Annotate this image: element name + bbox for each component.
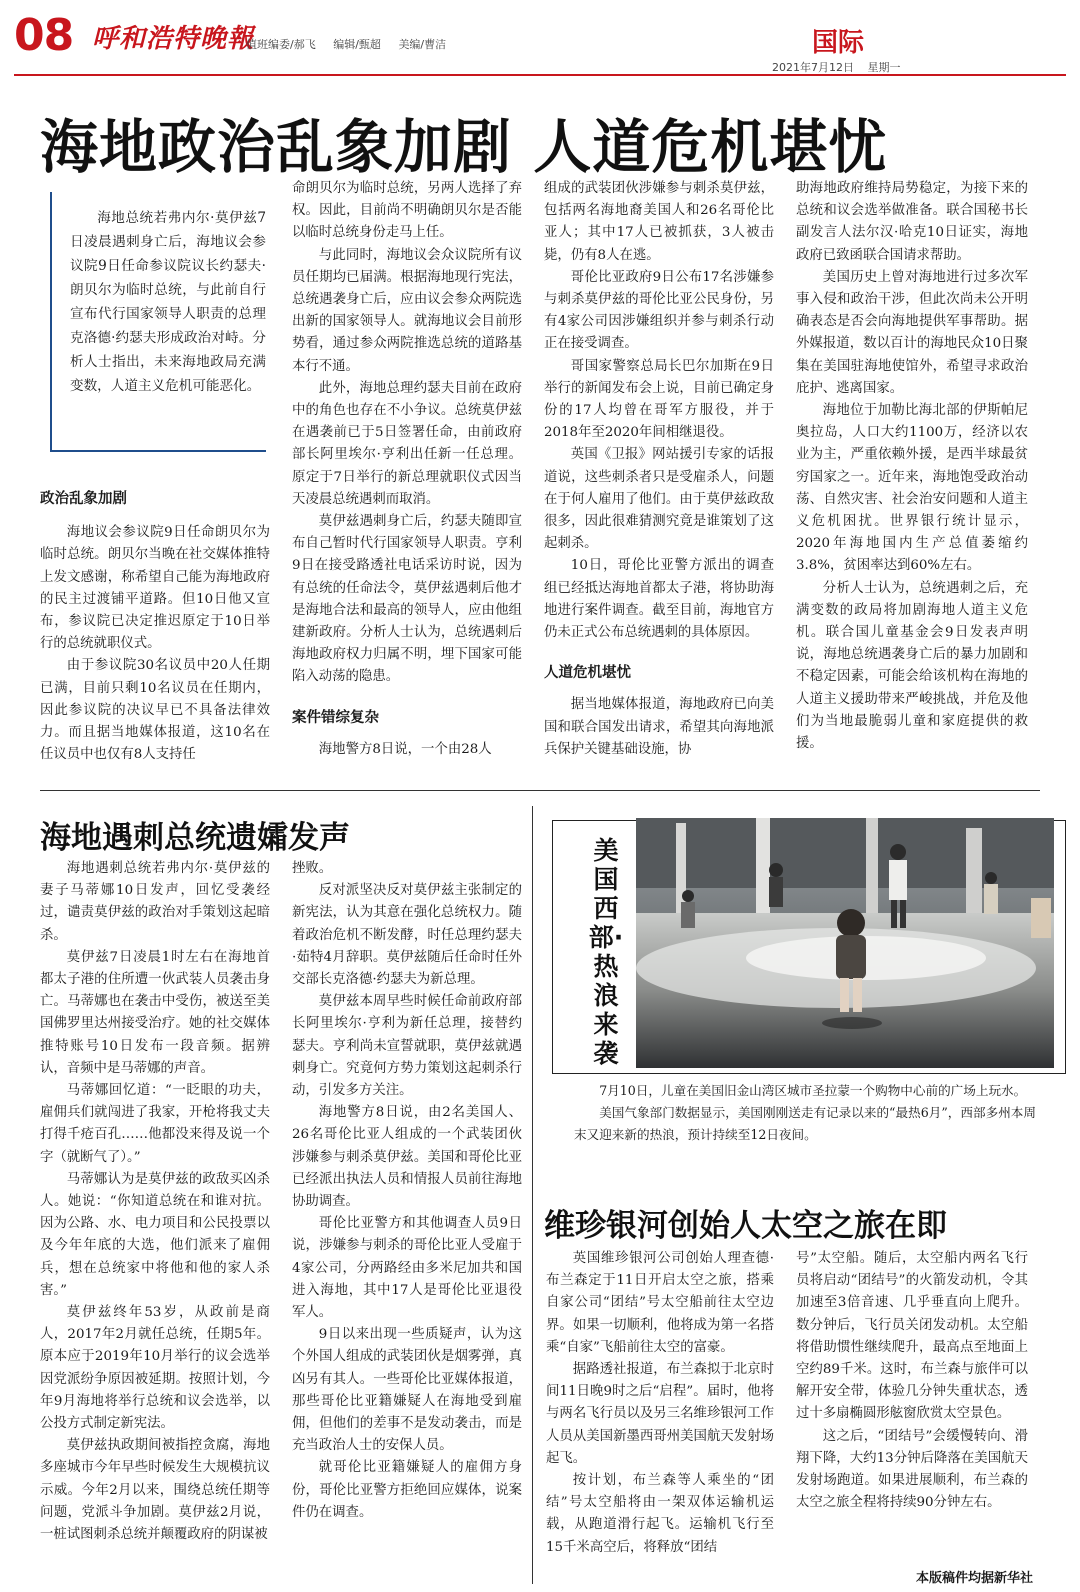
photo-illustration xyxy=(636,818,1054,1068)
paragraph: 10日，哥伦比亚警方派出的调查组已经抵达海地首都太子港，将协助海地进行案件调查。截至目前，海地官方仍未正式公布总统遇刺的具体原因。 xyxy=(544,558,774,641)
paragraph: 命朗贝尔为临时总统，另两人选择了弃权。因此，目前尚不明确朗贝尔是否能以临时总统身份走马上任。 xyxy=(292,181,522,241)
paragraph: 分析人士认为，总统遇刺之后，充满变数的政局将加剧海地人道主义危机。联合国儿童基金会9日发表声明说，海地总统遇袭身亡后的暴力加剧和不稳定因素，可能会给该机构在海地的人道主义援助带来严峻挑战，并危及他们为当地最脆弱儿童和家庭提供的救援。 xyxy=(796,580,1028,752)
section-divider xyxy=(40,790,1040,791)
photo-caption-line1: 7月10日，儿童在美国旧金山湾区城市圣拉蒙一个购物中心前的广场上玩水。 xyxy=(599,1083,1027,1098)
paragraph: 助海地政府维持局势稳定，为接下来的总统和议会选举做准备。联合国秘书长副发言人法尔汉·哈克10日证实，海地政府已致函联合国请求帮助。 xyxy=(796,181,1028,263)
article1-col2 xyxy=(292,178,522,776)
paragraph: 莫伊兹终年53岁，从政前是商人，2017年2月就任总统，任期5年。原本应于2019年10月举行的议会选举因党派纷争原因被延期。按照计划，今年9月海地将举行总统和议会选举，以公投方式制定新宪法。 xyxy=(40,1305,270,1432)
paragraph: 号”太空船。随后，太空船内两名飞行员将启动“团结号”的火箭发动机，令其加速至3倍音速、几乎垂直向上爬升。数分钟后，飞行员关闭发动机。太空船将借助惯性继续爬升，最高点至地面上空约89千米。这时，布兰森与旅伴可以解开安全带，体验几分钟失重状态，透过十多扇椭圆形舷窗欣赏太空景色。 xyxy=(796,1251,1028,1422)
paragraph: 据路透社报道，布兰森拟于北京时间11日晚9时之后“启程”。届时，他将与两名飞行员以及另三名维珍银河工作人员从美国新墨西哥州美国航天发射场起飞。 xyxy=(546,1362,774,1466)
paragraph: 与此同时，海地议会众议院所有议员任期均已届满。根据海地现行宪法，总统遇袭身亡后，应由议会参众两院选出新的国家领导人。就海地议会目前形势看，通过参众两院推选总统的道路基本行不通。 xyxy=(292,247,522,374)
article3-col1 xyxy=(546,1248,774,1560)
paragraph: 海地议会参议院9日任命朗贝尔为临时总统。朗贝尔当晚在社交媒体推特上发文感谢，称希望自己能为海地政府的民主过渡铺平道路。但10日他又宣布，参议院已决定推迟原定于10日举行的总统就职仪式。 xyxy=(40,525,270,652)
paragraph: 这之后，“团结号”会缓慢转向、滑翔下降，大约13分钟后降落在美国航天发射场跑道。如果进展顺利，布兰森的太空之旅全程将持续90分钟左右。 xyxy=(796,1428,1028,1511)
paragraph: 组成的武装团伙涉嫌参与刺杀莫伊兹，包括两名海地裔美国人和26名哥伦比亚人；其中17人已被抓获，3人被击毙，仍有8人在逃。 xyxy=(544,181,774,263)
article1-lead-box xyxy=(50,192,266,452)
paragraph: 莫伊兹执政期间被指控贪腐，海地多座城市今年早些时候发生大规模抗议示威。今年2月以来，围绕总统任期等问题，党派斗争加剧。莫伊兹2月说，一桩试图刺杀总统并颠覆政府的阴谋被 xyxy=(40,1438,270,1543)
paragraph: 马蒂娜认为是莫伊兹的政敌买凶杀人。她说：“你知道总统在和谁对抗。因为公路、水、电力项目和公民投票以及今年年底的大选，他们派来了雇佣兵，想在总统家中将他和他的家人杀害。” xyxy=(40,1171,270,1298)
paragraph: 海地警方8日说，一个由28人 xyxy=(318,741,492,757)
subhead-humanitarian-crisis: 人道危机堪忧 xyxy=(544,665,631,682)
subhead-case-complex: 案件错综复杂 xyxy=(292,709,379,726)
subhead-political-chaos: 政治乱象加剧 xyxy=(40,491,127,507)
paragraph: 据当地媒体报道，海地政府已向美国和联合国发出请求，希望其向海地派兵保护关键基础设施，协 xyxy=(544,697,774,757)
paragraph: 挫败。 xyxy=(292,861,333,876)
photo-caption-line2: 美国气象部门数据显示，美国刚刚送走有记录以来的“最热6月”，西部多州本周末又迎来新的热浪，预计持续至12日夜间。 xyxy=(574,1105,1036,1142)
paragraph: 反对派坚决反对莫伊兹主张制定的新宪法，认为其意在强化总统权力。随着政治危机不断发酵，时任总理约瑟夫·茹特4月辞职。莫伊兹随后任命时任外交部长克洛德·约瑟夫为新总理。 xyxy=(292,883,522,988)
paragraph: 哥伦比亚警方和其他调查人员9日说，涉嫌参与刺杀的哥伦比亚人受雇于4家公司，分两路经由多米尼加共和国进入海地，其中17人是哥伦比亚退役军人。 xyxy=(292,1216,522,1321)
paragraph: 哥伦比亚政府9日公布17名涉嫌参与刺杀莫伊兹的哥伦比亚公民身份，另有4家公司因涉嫌组织并参与刺杀行动正在接受调查。 xyxy=(544,269,774,352)
date: 2021年7月12日 xyxy=(772,61,854,74)
article3-col2 xyxy=(796,1248,1028,1560)
paragraph: 莫伊兹遇刺身亡后，约瑟夫随即宣布自己暂时代行国家领导人职责。亨利9日在接受路透社电话采访时说，因为有总统的任命法令，莫伊兹遇刺后他才是海地合法和最高的领导人，应由他组建新政府。分析人士认为，总统遇刺后海地政府权力归属不明，埋下国家可能陷入动荡的隐患。 xyxy=(292,514,522,685)
paragraph: 英国维珍银河公司创始人理查德·布兰森定于11日开启太空之旅，搭乘自家公司“团结”号太空船前往太空边界。如果一切顺利，他将成为第一名搭乘“自家”飞船前往太空的富豪。 xyxy=(546,1251,774,1355)
paragraph: 莫伊兹7日凌晨1时左右在海地首都太子港的住所遭一伙武装人员袭击身亡。马蒂娜也在袭击中受伤，被送至美国佛罗里达州接受治疗。她的社交媒体推特账号10日发布一段音频。据辨认，音频中是马蒂娜的声音。 xyxy=(40,949,270,1076)
paragraph: 9日以来出现一些质疑声，认为这个外国人组成的武装团伙是烟雾弹，真凶另有其人。一些哥伦比亚媒体报道，那些哥伦比亚籍嫌疑人在海地受到雇佣，但他们的差事不是发动袭击，而是充当政治人士的安保人员。 xyxy=(292,1327,522,1454)
paragraph: 海地位于加勒比海北部的伊斯帕尼奥拉岛，人口大约1100万，经济以农业为主，严重依赖外援，是西半球最贫穷国家之一。近年来，海地饱受政治动荡、自然灾害、社会治安问题和人道主义危机困扰。世界银行统计显示，2020年海地国内生产总值萎缩约3.8%，贫困率达到60%左右。 xyxy=(796,403,1028,574)
paragraph: 马蒂娜回忆道：“一眨眼的功夫，雇佣兵们就闯进了我家，开枪将我丈夫打得千疮百孔……他都没来得及说一个字（就断气了）。” xyxy=(40,1083,270,1165)
section-title: 国际 xyxy=(812,28,865,58)
paragraph: 美国历史上曾对海地进行过多次军事入侵和政治干涉，但此次尚未公开明确表态是否会向海地提供军事帮助。据外媒报道，数以百计的海地民众10日聚集在美国驻海地使馆外，希望寻求政治庇护、逃离国家。 xyxy=(796,269,1028,396)
paragraph: 由于参议院30名议员中20人任期已满，目前只剩10名议员在任期内，因此参议院的决议早已不具备法律效力。而且据当地媒体报道，这10名在任议员中也仅有8人支持任 xyxy=(40,658,270,763)
article1-lead: 海地总统若弗内尔·莫伊兹7日凌晨遇刺身亡后，海地议会参议院9日任命参议院议长约瑟夫·朗贝尔为临时总统，与此前自行宣布代行国家领导人职责的总理克洛德·约瑟夫形成政治对峙。分析人士指出，未来海地政局充满变数，人道主义危机可能恶化。 xyxy=(70,210,266,394)
masthead-divider xyxy=(14,74,1066,76)
paragraph: 此外，海地总理约瑟夫目前在政府中的角色也存在不小争议。总统莫伊兹在遇袭前已于5日签署任命，由前政府部长阿里埃尔·亨利出任新一任总理。原定于7日举行的新总理就职仪式因当天凌晨总统遇刺而取消。 xyxy=(292,380,522,507)
article2-col1 xyxy=(40,858,270,1584)
art-editor: 美编/曹洁 xyxy=(398,38,447,51)
editor-on-duty: 值班编委/郝飞 xyxy=(246,38,316,51)
article2-col2 xyxy=(292,858,522,1584)
paragraph: 就哥伦比亚籍嫌疑人的雇佣方身份，哥伦比亚警方拒绝回应媒体，说案件仍在调查。 xyxy=(292,1460,522,1520)
source-credit: 本版稿件均据新华社 xyxy=(916,1571,1034,1586)
editor: 编辑/甄超 xyxy=(333,38,381,51)
article2-headline: 海地遇刺总统遗孀发声 xyxy=(40,820,350,856)
photo-feature-title: 美国西部·热浪来袭 xyxy=(588,836,624,1068)
paper-name-logo: 呼和浩特晚報 xyxy=(92,24,255,54)
photo-caption xyxy=(574,1080,1036,1146)
paragraph: 莫伊兹本周早些时候任命前政府部长阿里埃尔·亨利为新任总理，接替约瑟夫。亨利尚未宣誓就职，莫伊兹就遇刺身亡。究竟何方势力策划这起刺杀行动，引发多方关注。 xyxy=(292,994,522,1099)
article1-col4 xyxy=(796,178,1028,776)
weekday: 星期一 xyxy=(867,61,901,74)
page-number: 08 xyxy=(14,10,74,61)
column-divider xyxy=(532,806,533,1584)
article1-col3 xyxy=(544,178,774,776)
article1-col1 xyxy=(40,488,270,788)
article3-headline: 维珍银河创始人太空之旅在即 xyxy=(544,1208,947,1244)
dateline xyxy=(772,59,911,75)
paragraph: 按计划，布兰森等人乘坐的“团结”号太空船将由一架双体运输机运载，从跑道滑行起飞。运输机飞行至15千米高空后，将释放“团结 xyxy=(546,1473,774,1555)
photo-child-playing-water xyxy=(636,818,1054,1068)
paragraph: 海地警方8日说，由2名美国人、26名哥伦比亚人组成的一个武装团伙涉嫌参与刺杀莫伊兹。美国和哥伦比亚已经派出执法人员和情报人员前往海地协助调查。 xyxy=(292,1105,522,1210)
paragraph: 英国《卫报》网站援引专家的话报道说，这些刺杀者只是受雇杀人，问题在于何人雇用了他们。由于莫伊兹政敌很多，因此很难猜测究竟是谁策划了这起刺杀。 xyxy=(544,447,774,552)
paragraph: 哥国家警察总局长巴尔加斯在9日举行的新闻发布会上说，目前已确定身份的17人均曾在哥军方服役，并于2018年至2020年间相继退役。 xyxy=(544,358,774,441)
editor-credits xyxy=(246,36,460,52)
article1-headline: 海地政治乱象加剧 人道危机堪忧 xyxy=(40,113,888,181)
paragraph: 海地遇刺总统若弗内尔·莫伊兹的妻子马蒂娜10日发声，回忆受袭经过，谴责莫伊兹的政治对手策划这起暗杀。 xyxy=(40,861,270,943)
